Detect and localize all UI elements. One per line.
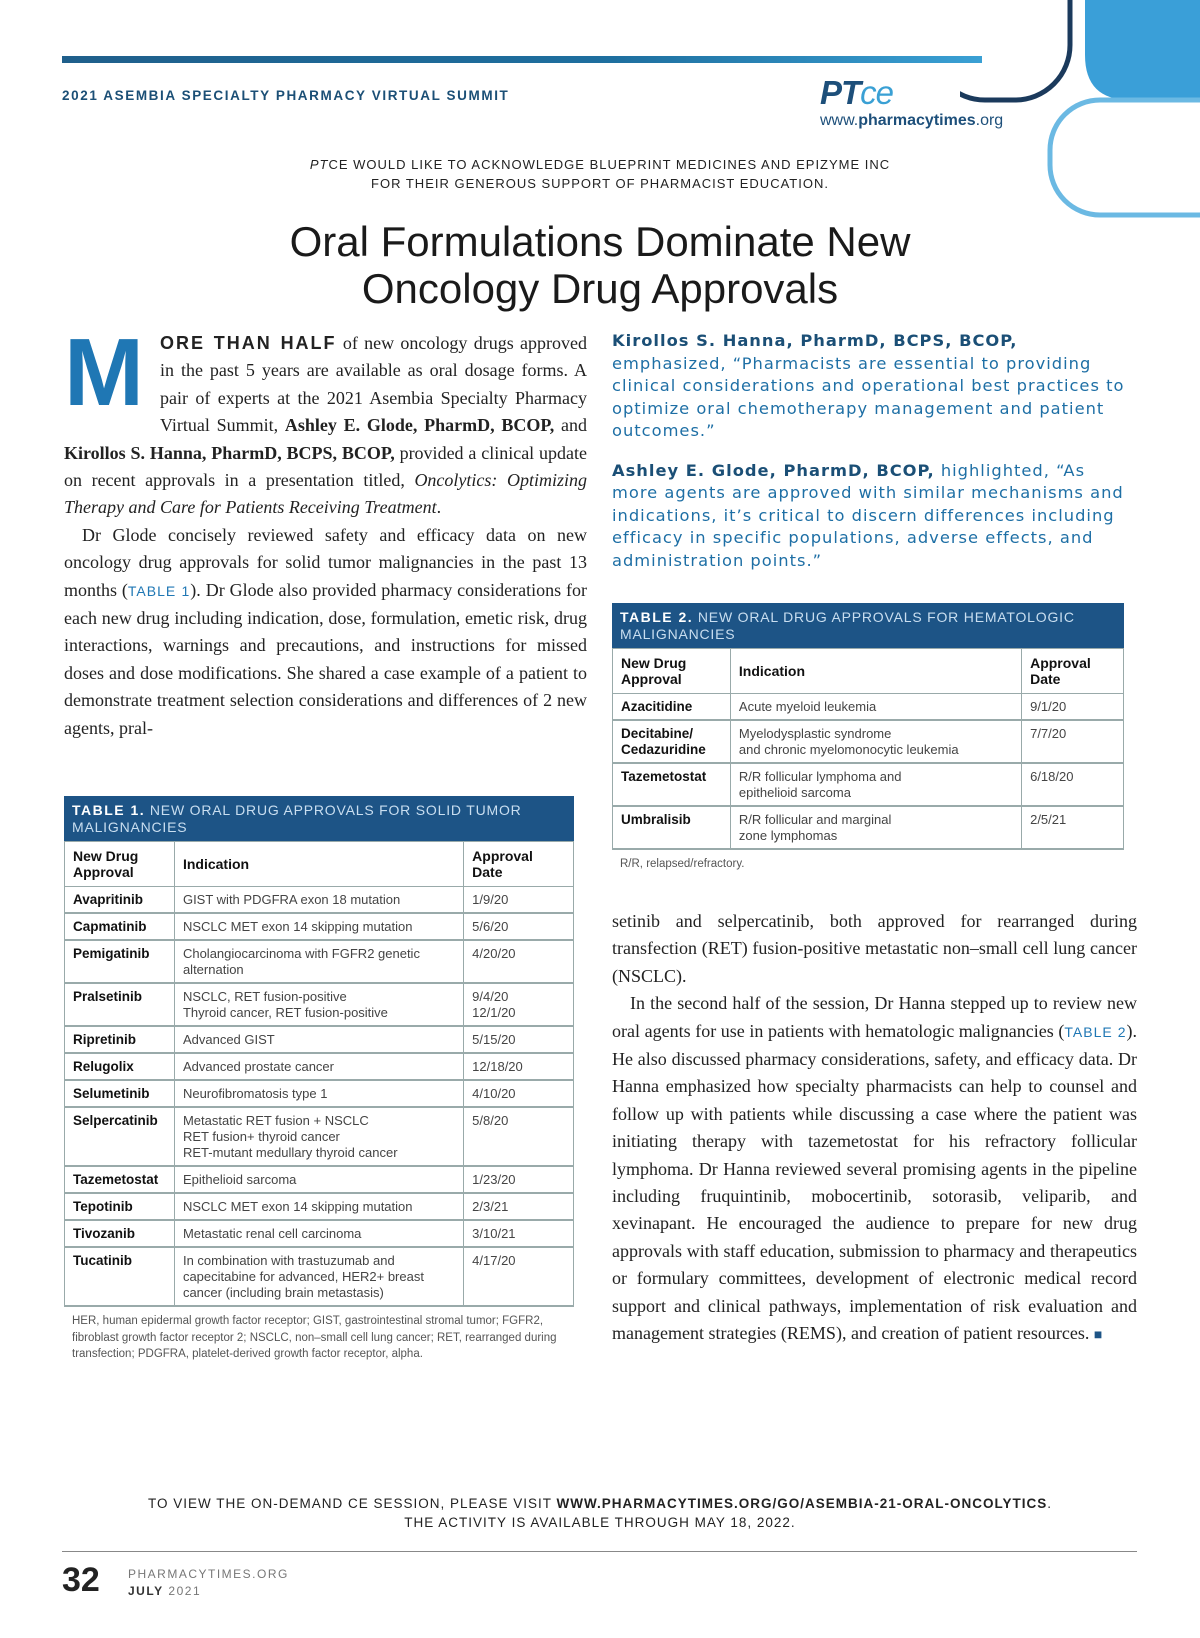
table-header-cell: Approval Date xyxy=(464,842,574,887)
table-header-cell: New Drug Approval xyxy=(65,842,175,887)
indication-cell: NSCLC MET exon 14 skipping mutation xyxy=(174,913,463,940)
acknowledgment: PTCE WOULD LIKE TO ACKNOWLEDGE BLUEPRINT MEDICINES AND EPIZYME INC FOR THEIR GENEROUS SUPPORT OF PHARMACIST EDUCATION. xyxy=(309,157,891,191)
table-row xyxy=(65,1247,574,1306)
approval-date-cell: 3/10/21 xyxy=(464,1220,574,1247)
table-row xyxy=(65,1026,574,1053)
body-paragraph: setinib and selpercatinib, both approved for rearranged during transfection (RET) fusion-positive metastatic non–small cell lung cancer (NSCLC). xyxy=(612,911,1137,986)
footer-rule xyxy=(62,1551,1137,1552)
approval-date-cell: 5/15/20 xyxy=(464,1026,574,1053)
approval-date-cell: 5/6/20 xyxy=(464,913,574,940)
intro-paragraph: MORE THAN HALF of new oncology drugs approved in the past 5 years are available as oral dosage forms. A pair of experts at the 2021 Asembia Specialty Pharmacy Virtual Summit, Ashley E. Glode, PharmD, BCOP, and Kirollos S. Hanna, PharmD, BCPS, BCOP, provided a clinical update on recent approvals in a presentation titled, Oncolytics: Optimizing Therapy and Care for Patients Receiving Treatment. xyxy=(64,319,587,518)
approval-date-cell: 1/9/20 xyxy=(464,887,574,914)
drug-name-cell: Pralsetinib xyxy=(65,983,175,1026)
quote-glode: Ashley E. Glode, PharmD, BCOP, highlighted, “As more agents are approved with similar mechanisms and indications, it’s critical to discern differences including efficacy in specific populations, adverse effects, and administration points.” xyxy=(612,460,1124,570)
drug-name-cell: Capmatinib xyxy=(65,913,175,940)
table-row xyxy=(613,720,1124,763)
approval-date-cell: 9/1/20 xyxy=(1022,694,1124,721)
article-column-1 xyxy=(64,319,587,742)
table-row xyxy=(65,983,574,1026)
indication-cell: NSCLC MET exon 14 skipping mutation xyxy=(174,1193,463,1220)
table-1 xyxy=(64,796,574,1363)
indication-cell: Acute myeloid leukemia xyxy=(730,694,1021,721)
end-mark: ■ xyxy=(1093,1328,1103,1344)
indication-cell: Metastatic renal cell carcinoma xyxy=(174,1220,463,1247)
approval-date-cell: 1/23/20 xyxy=(464,1166,574,1193)
indication-cell: Neurofibromatosis type 1 xyxy=(174,1080,463,1107)
summit-title: 2021 ASEMBIA SPECIALTY PHARMACY VIRTUAL SUMMIT xyxy=(62,88,510,103)
approval-date-cell: 12/18/20 xyxy=(464,1053,574,1080)
table-row xyxy=(65,1107,574,1166)
drug-name-cell: Pemigatinib xyxy=(65,940,175,983)
table-row xyxy=(65,887,574,914)
table-header-cell: Indication xyxy=(174,842,463,887)
table-row xyxy=(65,1053,574,1080)
table-row xyxy=(613,694,1124,721)
table-row xyxy=(65,913,574,940)
ce-session-link[interactable]: WWW.PHARMACYTIMES.ORG/GO/ASEMBIA-21-ORAL-ONCOLYTICS xyxy=(556,1496,1048,1511)
drug-name-cell: Azacitidine xyxy=(613,694,731,721)
table-1-footnote: HER, human epidermal growth factor receptor; GIST, gastrointestinal stromal tumor; FGFR2, fibroblast growth factor receptor 2; NSCLC, non–small cell lung cancer; RET, rearranged during transfection; PDGFRA, platelet-derived growth factor receptor, alpha. xyxy=(72,1315,557,1360)
header-rule xyxy=(62,56,982,63)
body-paragraph: Dr Glode concisely reviewed safety and efficacy data on new oncology drug approvals for solid tumor malignancies in the past 13 months (TABLE 1). Dr Glode also provided pharmacy considerations for each new drug including indication, dose, formulation, emetic risk, drug interactions, warnings and precautions, and instructions for missed doses and dose modifications. She shared a case example of a patient to demonstrate treatment selection considerations and differences of 2 new agents, pral- xyxy=(64,524,587,738)
quote-hanna: Kirollos S. Hanna, PharmD, BCPS, BCOP, emphasized, “Pharmacists are essential to providing clinical considerations and operational best practices to optimize oral chemotherapy management and patient outcomes.” xyxy=(612,331,1125,440)
drug-name-cell: Umbralisib xyxy=(613,806,731,849)
drop-cap: M xyxy=(64,319,144,426)
table-2 xyxy=(612,603,1124,873)
table-row xyxy=(65,940,574,983)
table-row xyxy=(613,763,1124,806)
pull-quotes xyxy=(612,330,1137,589)
indication-cell: Myelodysplastic syndrome and chronic myelomonocytic leukemia xyxy=(730,720,1021,763)
indication-cell: R/R follicular and marginal zone lymphomas xyxy=(730,806,1021,849)
article-column-2 xyxy=(612,908,1137,1350)
drug-name-cell: Tucatinib xyxy=(65,1247,175,1306)
table1-reference: TABLE 1 xyxy=(127,582,191,599)
approval-date-cell: 4/17/20 xyxy=(464,1247,574,1306)
drug-name-cell: Tivozanib xyxy=(65,1220,175,1247)
ptce-logo xyxy=(820,74,1030,134)
table-2-grid xyxy=(612,648,1124,850)
publication-info: PHARMACYTIMES.ORG JULY 2021 xyxy=(128,1567,289,1598)
indication-cell: In combination with trastuzumab and capecitabine for advanced, HER2+ breast cancer (including brain metastasis) xyxy=(174,1247,463,1306)
approval-date-cell: 2/5/21 xyxy=(1022,806,1124,849)
drug-name-cell: Decitabine/ Cedazuridine xyxy=(613,720,731,763)
indication-cell: Advanced GIST xyxy=(174,1026,463,1053)
approval-date-cell: 5/8/20 xyxy=(464,1107,574,1166)
table-row xyxy=(65,1166,574,1193)
drug-name-cell: Selumetinib xyxy=(65,1080,175,1107)
approval-date-cell: 6/18/20 xyxy=(1022,763,1124,806)
table-2-footnote: R/R, relapsed/refractory. xyxy=(620,858,745,870)
table-2-title: TABLE 2. NEW ORAL DRUG APPROVALS FOR HEMATOLOGIC MALIGNANCIES xyxy=(612,603,1124,648)
indication-cell: Advanced prostate cancer xyxy=(174,1053,463,1080)
table-row xyxy=(65,1220,574,1247)
table-row xyxy=(65,1080,574,1107)
article-title: Oral Formulations Dominate New Oncology Drug Approvals xyxy=(289,218,911,312)
table-header-cell: New Drug Approval xyxy=(613,649,731,694)
approval-date-cell: 4/10/20 xyxy=(464,1080,574,1107)
drug-name-cell: Tazemetostat xyxy=(65,1166,175,1193)
ce-session-notice: TO VIEW THE ON-DEMAND CE SESSION, PLEASE VISIT WWW.PHARMACYTIMES.ORG/GO/ASEMBIA-21-ORAL-ONCOLYTICS. THE ACTIVITY IS AVAILABLE THROUGH MAY 18, 2022. xyxy=(147,1496,1053,1530)
table-1-title: TABLE 1. NEW ORAL DRUG APPROVALS FOR SOLID TUMOR MALIGNANCIES xyxy=(64,796,574,841)
table-header-cell: Approval Date xyxy=(1022,649,1124,694)
table-row xyxy=(65,1193,574,1220)
drug-name-cell: Selpercatinib xyxy=(65,1107,175,1166)
drug-name-cell: Ripretinib xyxy=(65,1026,175,1053)
table-row xyxy=(613,806,1124,849)
approval-date-cell: 7/7/20 xyxy=(1022,720,1124,763)
indication-cell: GIST with PDGFRA exon 18 mutation xyxy=(174,887,463,914)
indication-cell: Metastatic RET fusion + NSCLC RET fusion+ thyroid cancer RET-mutant medullary thyroid cancer xyxy=(174,1107,463,1166)
approval-date-cell: 9/4/20 12/1/20 xyxy=(464,983,574,1026)
drug-name-cell: Tepotinib xyxy=(65,1193,175,1220)
table2-reference: TABLE 2 xyxy=(1064,1023,1127,1040)
drug-name-cell: Avapritinib xyxy=(65,887,175,914)
drug-name-cell: Tazemetostat xyxy=(613,763,731,806)
ack-ptce: PT xyxy=(309,157,329,172)
logo-pt: PT xyxy=(820,74,861,111)
page-number: 32 xyxy=(62,1561,100,1599)
drug-name-cell: Relugolix xyxy=(65,1053,175,1080)
approval-date-cell: 4/20/20 xyxy=(464,940,574,983)
table-header-cell: Indication xyxy=(730,649,1021,694)
logo-url: www.pharmacytimes.org xyxy=(820,112,1004,129)
indication-cell: Epithelioid sarcoma xyxy=(174,1166,463,1193)
logo-ce: ce xyxy=(860,74,894,111)
indication-cell: R/R follicular lymphoma and epithelioid sarcoma xyxy=(730,763,1021,806)
indication-cell: Cholangiocarcinoma with FGFR2 genetic alternation xyxy=(174,940,463,983)
body-paragraph: In the second half of the session, Dr Hanna stepped up to review new oral agents for use in patients with hematologic malignancies (TABLE 2). He also discussed pharmacy considerations, safety, and efficacy data. Dr Hanna emphasized how specialty pharmacists can help to counsel and follow up with patients while discussing a case where the patient was initiating therapy with tazemetostat for his refractory follicular lymphoma. Dr Hanna reviewed several promising agents in the pipeline including fruquintinib, mobocertinib, sotorasib, veliparib, and xevinapant. He encouraged the audience to prepare for new drug approvals with staff education, submission to pharmacy and therapeutics or formulary committees, development of electronic medical record support and clinical pathways, implementation of risk evaluation and management strategies (REMS), and creation of patient resources. ■ xyxy=(612,993,1137,1344)
approval-date-cell: 2/3/21 xyxy=(464,1193,574,1220)
table-1-grid xyxy=(64,841,574,1307)
indication-cell: NSCLC, RET fusion-positive Thyroid cancer, RET fusion-positive xyxy=(174,983,463,1026)
